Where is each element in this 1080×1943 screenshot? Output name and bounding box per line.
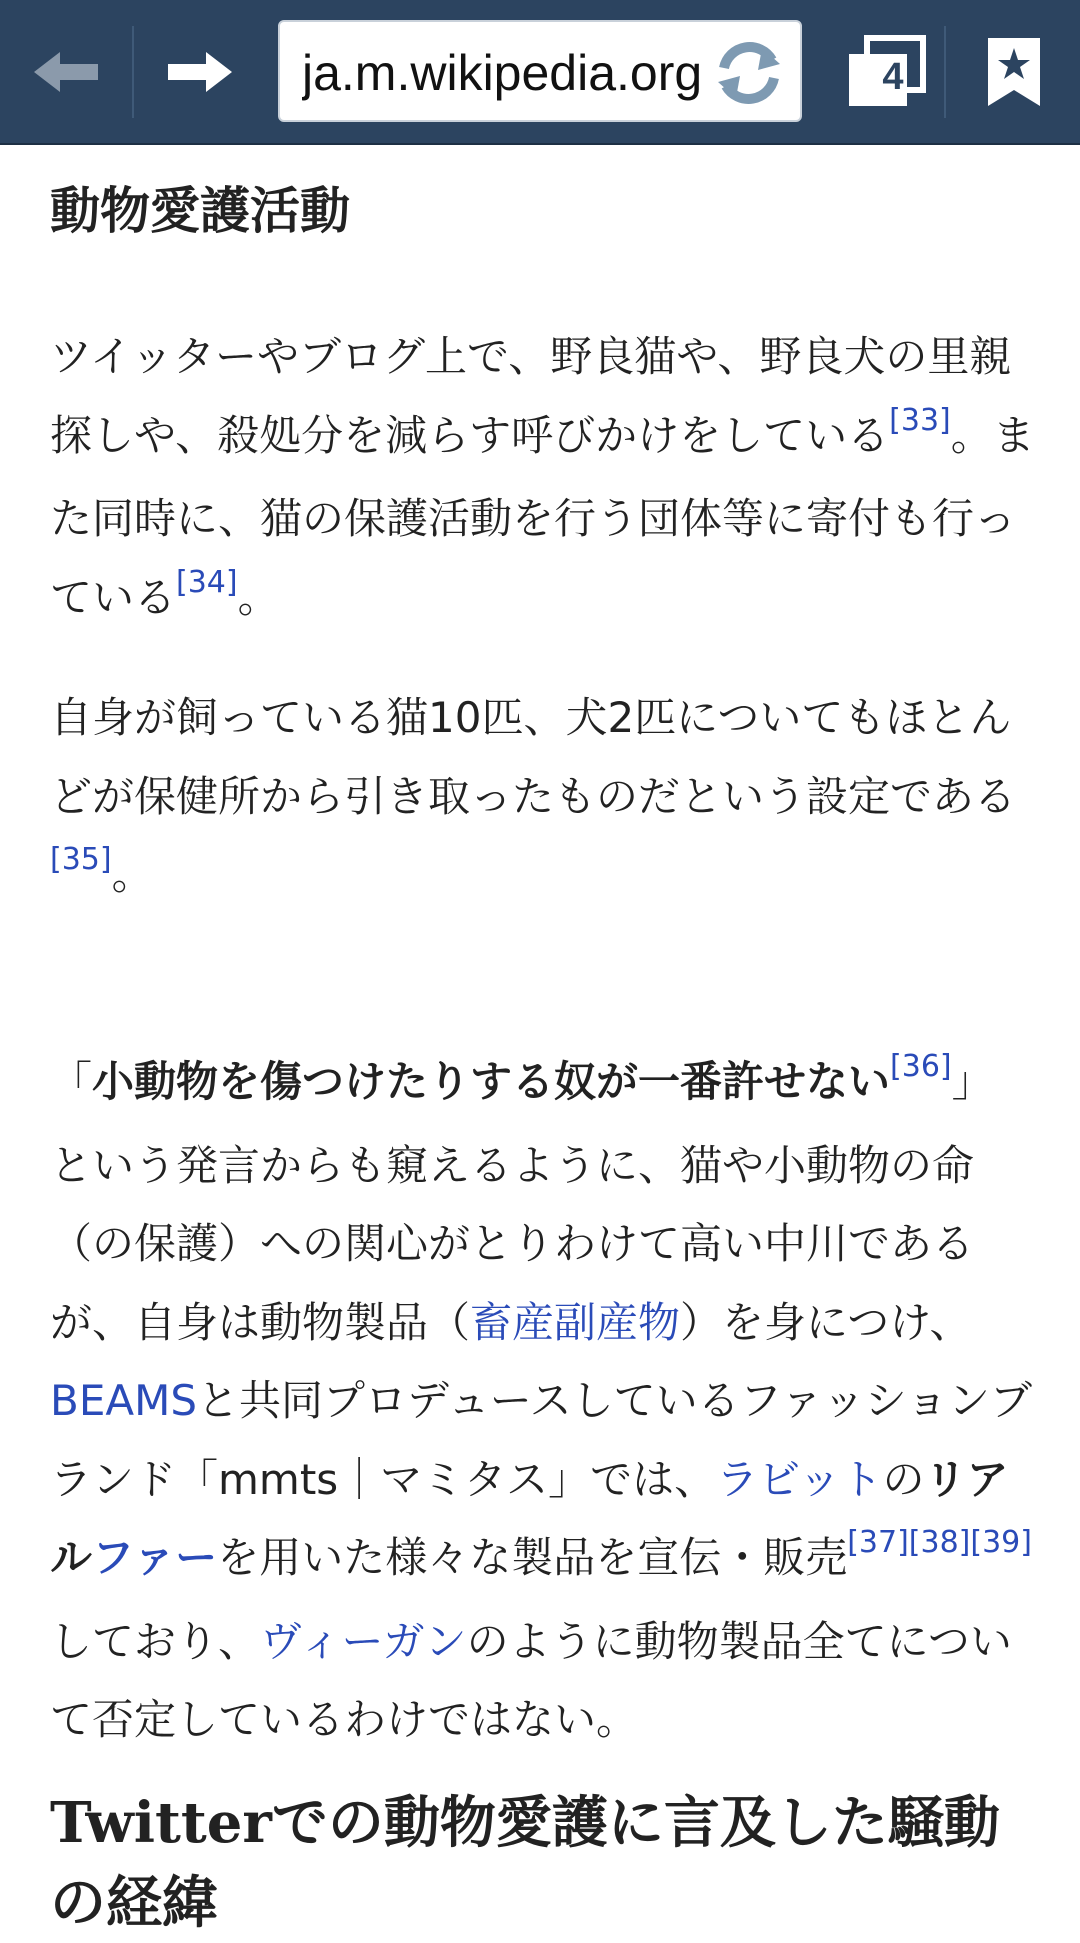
url-bar[interactable] — [278, 20, 802, 122]
url-text[interactable]: ja.m.wikipedia.org — [302, 45, 703, 101]
paragraph-text: ツイッターやブログ上で、野良猫や、野良犬の里親探しや、殺処分を減らす呼びかけをしている — [50, 332, 1012, 460]
paragraph — [50, 318, 1035, 642]
paragraph-text: 。 — [237, 572, 280, 622]
link-fur[interactable]: ファー — [92, 1533, 218, 1582]
paragraph — [50, 679, 1035, 920]
link-byproduct[interactable]: 畜産副産物 — [470, 1297, 681, 1347]
bold-text: リアル — [50, 1454, 1009, 1582]
back-button[interactable] — [0, 0, 132, 143]
paragraph-text: 」という発言からも窺えるように、猫や小動物の命（の保護）への関心がとりわけて高い中川であるが、自身は動物製品（ — [50, 1057, 994, 1347]
reload-icon — [706, 30, 792, 116]
quote-bold: 小動物を傷つけたりする奴が一番許せない — [92, 1057, 891, 1106]
paragraph-text: のように動物製品全てについて否定しているわけではない。 — [50, 1616, 1012, 1744]
reference-link[interactable]: [39] — [970, 1525, 1032, 1560]
paragraph-text: しており、 — [50, 1616, 261, 1666]
reference-link[interactable]: [35] — [50, 842, 112, 877]
link-rabbit[interactable]: ラビット — [716, 1454, 883, 1504]
reference-link[interactable]: [38] — [908, 1525, 971, 1560]
paragraph-text: 自身が飼っている猫10匹、犬2匹についてもほとんどが保健所から引き取ったものだという設定である — [50, 693, 1017, 821]
reference-link[interactable]: [34] — [176, 564, 238, 600]
paragraph-text: と共同プロデュースしているファッションブランド「mmts｜マミタス」では、 — [50, 1376, 1032, 1504]
reference-link[interactable]: [36] — [890, 1049, 952, 1084]
paragraph-text: 「 — [50, 1057, 93, 1106]
arrow-right-icon — [164, 48, 236, 96]
section-title: 動物愛護活動 — [50, 182, 350, 240]
section-title-2: Twitterでの動物愛護に言及した騒動の経緯 — [50, 1790, 1000, 1936]
reference-link[interactable]: [33] — [889, 402, 951, 438]
paragraph-text: 。 — [111, 850, 154, 899]
paragraph-text: 。また同時に、猫の保護活動を行う団体等に寄付も行っている — [50, 410, 1035, 622]
browser-toolbar — [0, 0, 1080, 145]
link-vegan[interactable]: ヴィーガン — [260, 1616, 467, 1666]
toolbar-divider — [944, 26, 946, 118]
link-beams[interactable]: BEAMS — [50, 1376, 197, 1425]
paragraph — [50, 1043, 1035, 1760]
arrow-left-icon — [30, 48, 102, 96]
reference-link[interactable]: [37] — [847, 1525, 909, 1560]
reload-button[interactable] — [706, 30, 792, 116]
paragraph-text: ）を身につけ、 — [680, 1297, 972, 1347]
tabs-button[interactable] — [832, 0, 942, 143]
bookmark-button[interactable] — [958, 0, 1070, 143]
tab-count: 4 — [882, 56, 904, 98]
forward-button[interactable] — [134, 0, 266, 143]
paragraph-text: を用いた様々な製品を宣伝・販売 — [217, 1533, 848, 1582]
bookmark-icon — [986, 36, 1042, 108]
paragraph-text: の — [882, 1454, 925, 1504]
